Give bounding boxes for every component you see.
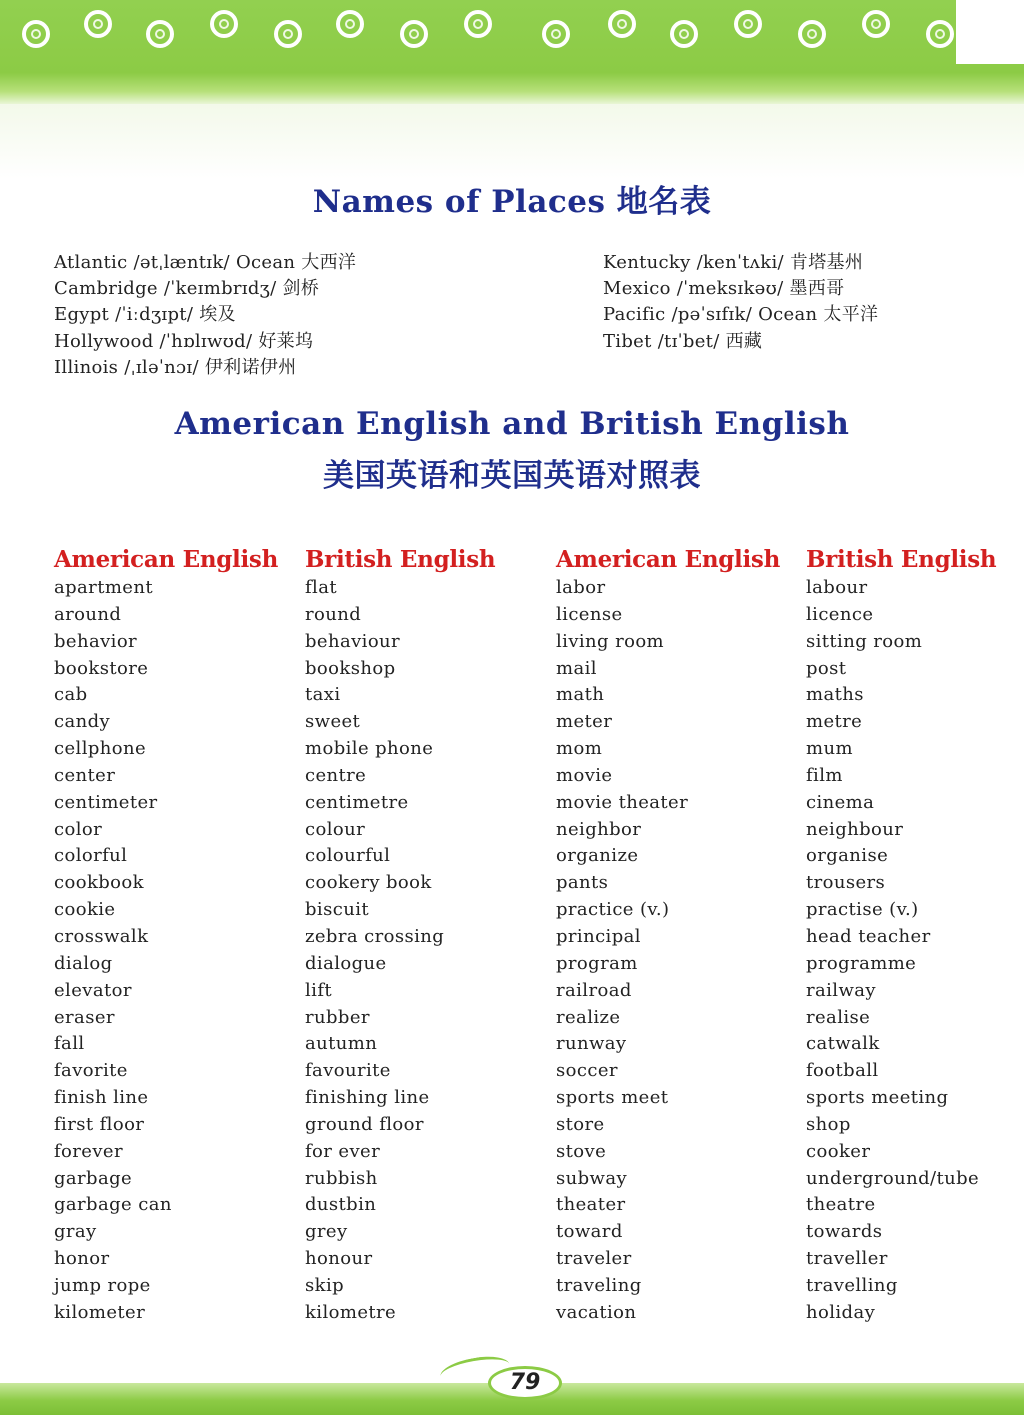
place-entry: Tibet /tɪˈbet/ 西藏 — [603, 330, 763, 352]
word-entry: holiday — [806, 1301, 876, 1323]
word-entry: neighbor — [556, 818, 642, 840]
word-entry: bookstore — [54, 657, 149, 679]
word-entry: catwalk — [806, 1033, 880, 1055]
binder-ring-icon — [210, 10, 238, 38]
word-entry: around — [54, 603, 122, 625]
word-entry: elevator — [54, 979, 132, 1001]
binder-ring-icon — [734, 10, 762, 38]
binder-ring-icon — [670, 20, 698, 48]
binder-ring-icon — [798, 20, 826, 48]
word-entry: stove — [556, 1140, 607, 1162]
word-entry: centre — [305, 764, 367, 786]
word-entry: taxi — [305, 684, 341, 706]
word-entry: head teacher — [806, 925, 931, 947]
word-entry: centimetre — [305, 791, 409, 813]
header-corner-blank — [956, 0, 1024, 64]
word-entry: colorful — [54, 845, 128, 867]
word-entry: behavior — [54, 630, 138, 652]
word-entry: candy — [54, 711, 111, 733]
word-entry: crosswalk — [54, 925, 149, 947]
word-entry: honour — [305, 1248, 373, 1270]
word-entry: rubbish — [305, 1167, 378, 1189]
word-entry: theatre — [806, 1194, 876, 1216]
column-header: American English — [54, 546, 278, 573]
binder-ring-icon — [608, 10, 636, 38]
word-entry: cellphone — [54, 738, 147, 760]
word-entry: practise (v.) — [806, 899, 919, 921]
word-entry: football — [806, 1060, 879, 1082]
word-entry: jump rope — [54, 1274, 151, 1296]
word-entry: underground/tube — [806, 1167, 980, 1189]
word-entry: round — [305, 603, 362, 625]
word-list — [806, 575, 996, 1327]
word-entry: cookery book — [305, 872, 432, 894]
column-british-left — [305, 545, 495, 1327]
page-number: 79 — [488, 1366, 562, 1400]
word-entry: traveling — [556, 1274, 642, 1296]
word-entry: sports meet — [556, 1087, 669, 1109]
place-entry: Kentucky /kenˈtʌki/ 肯塔基州 — [603, 252, 864, 273]
word-entry: sitting room — [806, 630, 923, 652]
word-entry: travelling — [806, 1274, 898, 1296]
word-entry: honor — [54, 1248, 110, 1270]
word-entry: bookshop — [305, 657, 396, 679]
places-list-right — [603, 250, 878, 355]
word-entry: cookie — [54, 899, 116, 921]
binder-ring-icon — [862, 10, 890, 38]
word-entry: gray — [54, 1221, 97, 1243]
word-entry: maths — [806, 684, 864, 706]
word-entry: railway — [806, 979, 876, 1001]
places-title: Names of Places 地名表 — [312, 184, 712, 220]
word-entry: eraser — [54, 1006, 115, 1028]
word-entry: trousers — [806, 872, 886, 894]
word-entry: film — [806, 764, 843, 786]
word-entry: color — [54, 818, 103, 840]
word-entry: cab — [54, 684, 88, 706]
word-entry: principal — [556, 925, 641, 947]
word-entry: biscuit — [305, 899, 369, 921]
word-entry: favourite — [305, 1060, 391, 1082]
word-list — [556, 575, 780, 1327]
word-entry: licence — [806, 603, 874, 625]
word-entry: mom — [556, 738, 603, 760]
place-entry: Pacific /pəˈsɪfɪk/ Ocean 太平洋 — [603, 304, 879, 326]
word-entry: labor — [556, 577, 606, 598]
word-entry: meter — [556, 711, 613, 733]
word-entry: dialogue — [305, 952, 387, 974]
word-entry: forever — [54, 1140, 123, 1162]
binder-ring-icon — [22, 20, 50, 48]
word-entry: colourful — [305, 845, 391, 867]
comparison-title-en: American English and British English — [174, 406, 850, 442]
word-entry: rubber — [305, 1006, 370, 1028]
word-entry: autumn — [305, 1033, 378, 1055]
comparison-title-zh: 美国英语和英国英语对照表 — [323, 458, 701, 494]
word-entry: centimeter — [54, 791, 158, 813]
binder-ring-icon — [464, 10, 492, 38]
word-entry: favorite — [54, 1060, 128, 1082]
word-entry: programme — [806, 952, 917, 974]
word-entry: soccer — [556, 1060, 618, 1082]
word-entry: garbage can — [54, 1194, 172, 1216]
word-entry: kilometer — [54, 1301, 146, 1323]
word-entry: license — [556, 603, 623, 625]
places-list-left — [54, 250, 356, 381]
word-entry: cookbook — [54, 872, 144, 894]
word-entry: metre — [806, 711, 863, 733]
place-entry: Hollywood /ˈhɒlɪwʊd/ 好莱坞 — [54, 330, 314, 352]
place-entry: Egypt /ˈiːdʒɪpt/ 埃及 — [54, 304, 236, 326]
word-entry: traveler — [556, 1248, 632, 1270]
word-entry: post — [806, 657, 847, 679]
word-entry: dialog — [54, 952, 113, 974]
binder-ring-icon — [84, 10, 112, 38]
column-american-right — [556, 545, 780, 1327]
word-list — [54, 575, 278, 1327]
word-entry: shop — [806, 1113, 851, 1135]
word-entry: realise — [806, 1006, 871, 1028]
word-entry: organise — [806, 845, 889, 867]
word-entry: garbage — [54, 1167, 133, 1189]
word-entry: program — [556, 952, 638, 974]
word-entry: sweet — [305, 711, 361, 733]
word-entry: finishing line — [305, 1087, 430, 1109]
page-footer — [0, 1356, 1024, 1415]
column-header: British English — [305, 546, 496, 573]
place-entry: Illinois /ˌɪləˈnɔɪ/ 伊利诺伊州 — [54, 356, 297, 378]
column-header: American English — [556, 546, 780, 573]
word-entry: mum — [806, 738, 853, 760]
word-entry: toward — [556, 1221, 623, 1243]
word-entry: skip — [305, 1274, 345, 1296]
word-entry: cooker — [806, 1140, 871, 1162]
word-entry: ground floor — [305, 1113, 424, 1135]
word-entry: colour — [305, 818, 366, 840]
word-entry: mobile phone — [305, 738, 434, 760]
word-entry: runway — [556, 1033, 627, 1055]
column-header: British English — [806, 546, 997, 573]
word-entry: realize — [556, 1006, 621, 1028]
word-entry: mail — [556, 657, 597, 679]
word-entry: neighbour — [806, 818, 904, 840]
word-entry: vacation — [556, 1301, 637, 1323]
decorative-header-band — [0, 0, 1024, 104]
place-entry: Cambridge /ˈkeɪmbrɪdʒ/ 剑桥 — [54, 278, 320, 300]
word-entry: labour — [806, 577, 868, 598]
binder-ring-icon — [542, 20, 570, 48]
word-entry: grey — [305, 1221, 348, 1243]
word-entry: flat — [305, 577, 337, 598]
binder-ring-icon — [336, 10, 364, 38]
word-entry: apartment — [54, 577, 153, 598]
word-entry: store — [556, 1113, 605, 1135]
binder-ring-icon — [400, 20, 428, 48]
binder-ring-icon — [146, 20, 174, 48]
binder-ring-icon — [926, 20, 954, 48]
word-entry: movie theater — [556, 791, 689, 813]
word-entry: first floor — [54, 1113, 145, 1135]
word-entry: finish line — [54, 1087, 149, 1109]
word-entry: zebra crossing — [305, 925, 445, 947]
column-american-left — [54, 545, 278, 1327]
word-entry: math — [556, 684, 605, 706]
word-entry: practice (v.) — [556, 899, 670, 921]
word-entry: railroad — [556, 979, 632, 1001]
word-entry: cinema — [806, 791, 875, 813]
word-entry: pants — [556, 872, 609, 894]
word-entry: lift — [305, 979, 333, 1001]
word-entry: center — [54, 764, 116, 786]
word-entry: dustbin — [305, 1194, 377, 1216]
word-entry: kilometre — [305, 1301, 397, 1323]
column-british-right — [806, 545, 996, 1327]
binder-ring-icon — [274, 20, 302, 48]
word-entry: theater — [556, 1194, 626, 1216]
word-entry: sports meeting — [806, 1087, 949, 1109]
word-entry: for ever — [305, 1140, 381, 1162]
word-entry: fall — [54, 1033, 85, 1055]
word-entry: towards — [806, 1221, 883, 1243]
word-entry: traveller — [806, 1248, 888, 1270]
word-entry: behaviour — [305, 630, 401, 652]
word-list — [305, 575, 495, 1327]
place-entry: Atlantic /ətˌlæntɪk/ Ocean 大西洋 — [54, 252, 357, 273]
place-entry: Mexico /ˈmeksɪkəʊ/ 墨西哥 — [603, 278, 845, 300]
word-entry: subway — [556, 1167, 628, 1189]
word-entry: living room — [556, 630, 665, 652]
word-entry: movie — [556, 764, 613, 786]
word-entry: organize — [556, 845, 639, 867]
